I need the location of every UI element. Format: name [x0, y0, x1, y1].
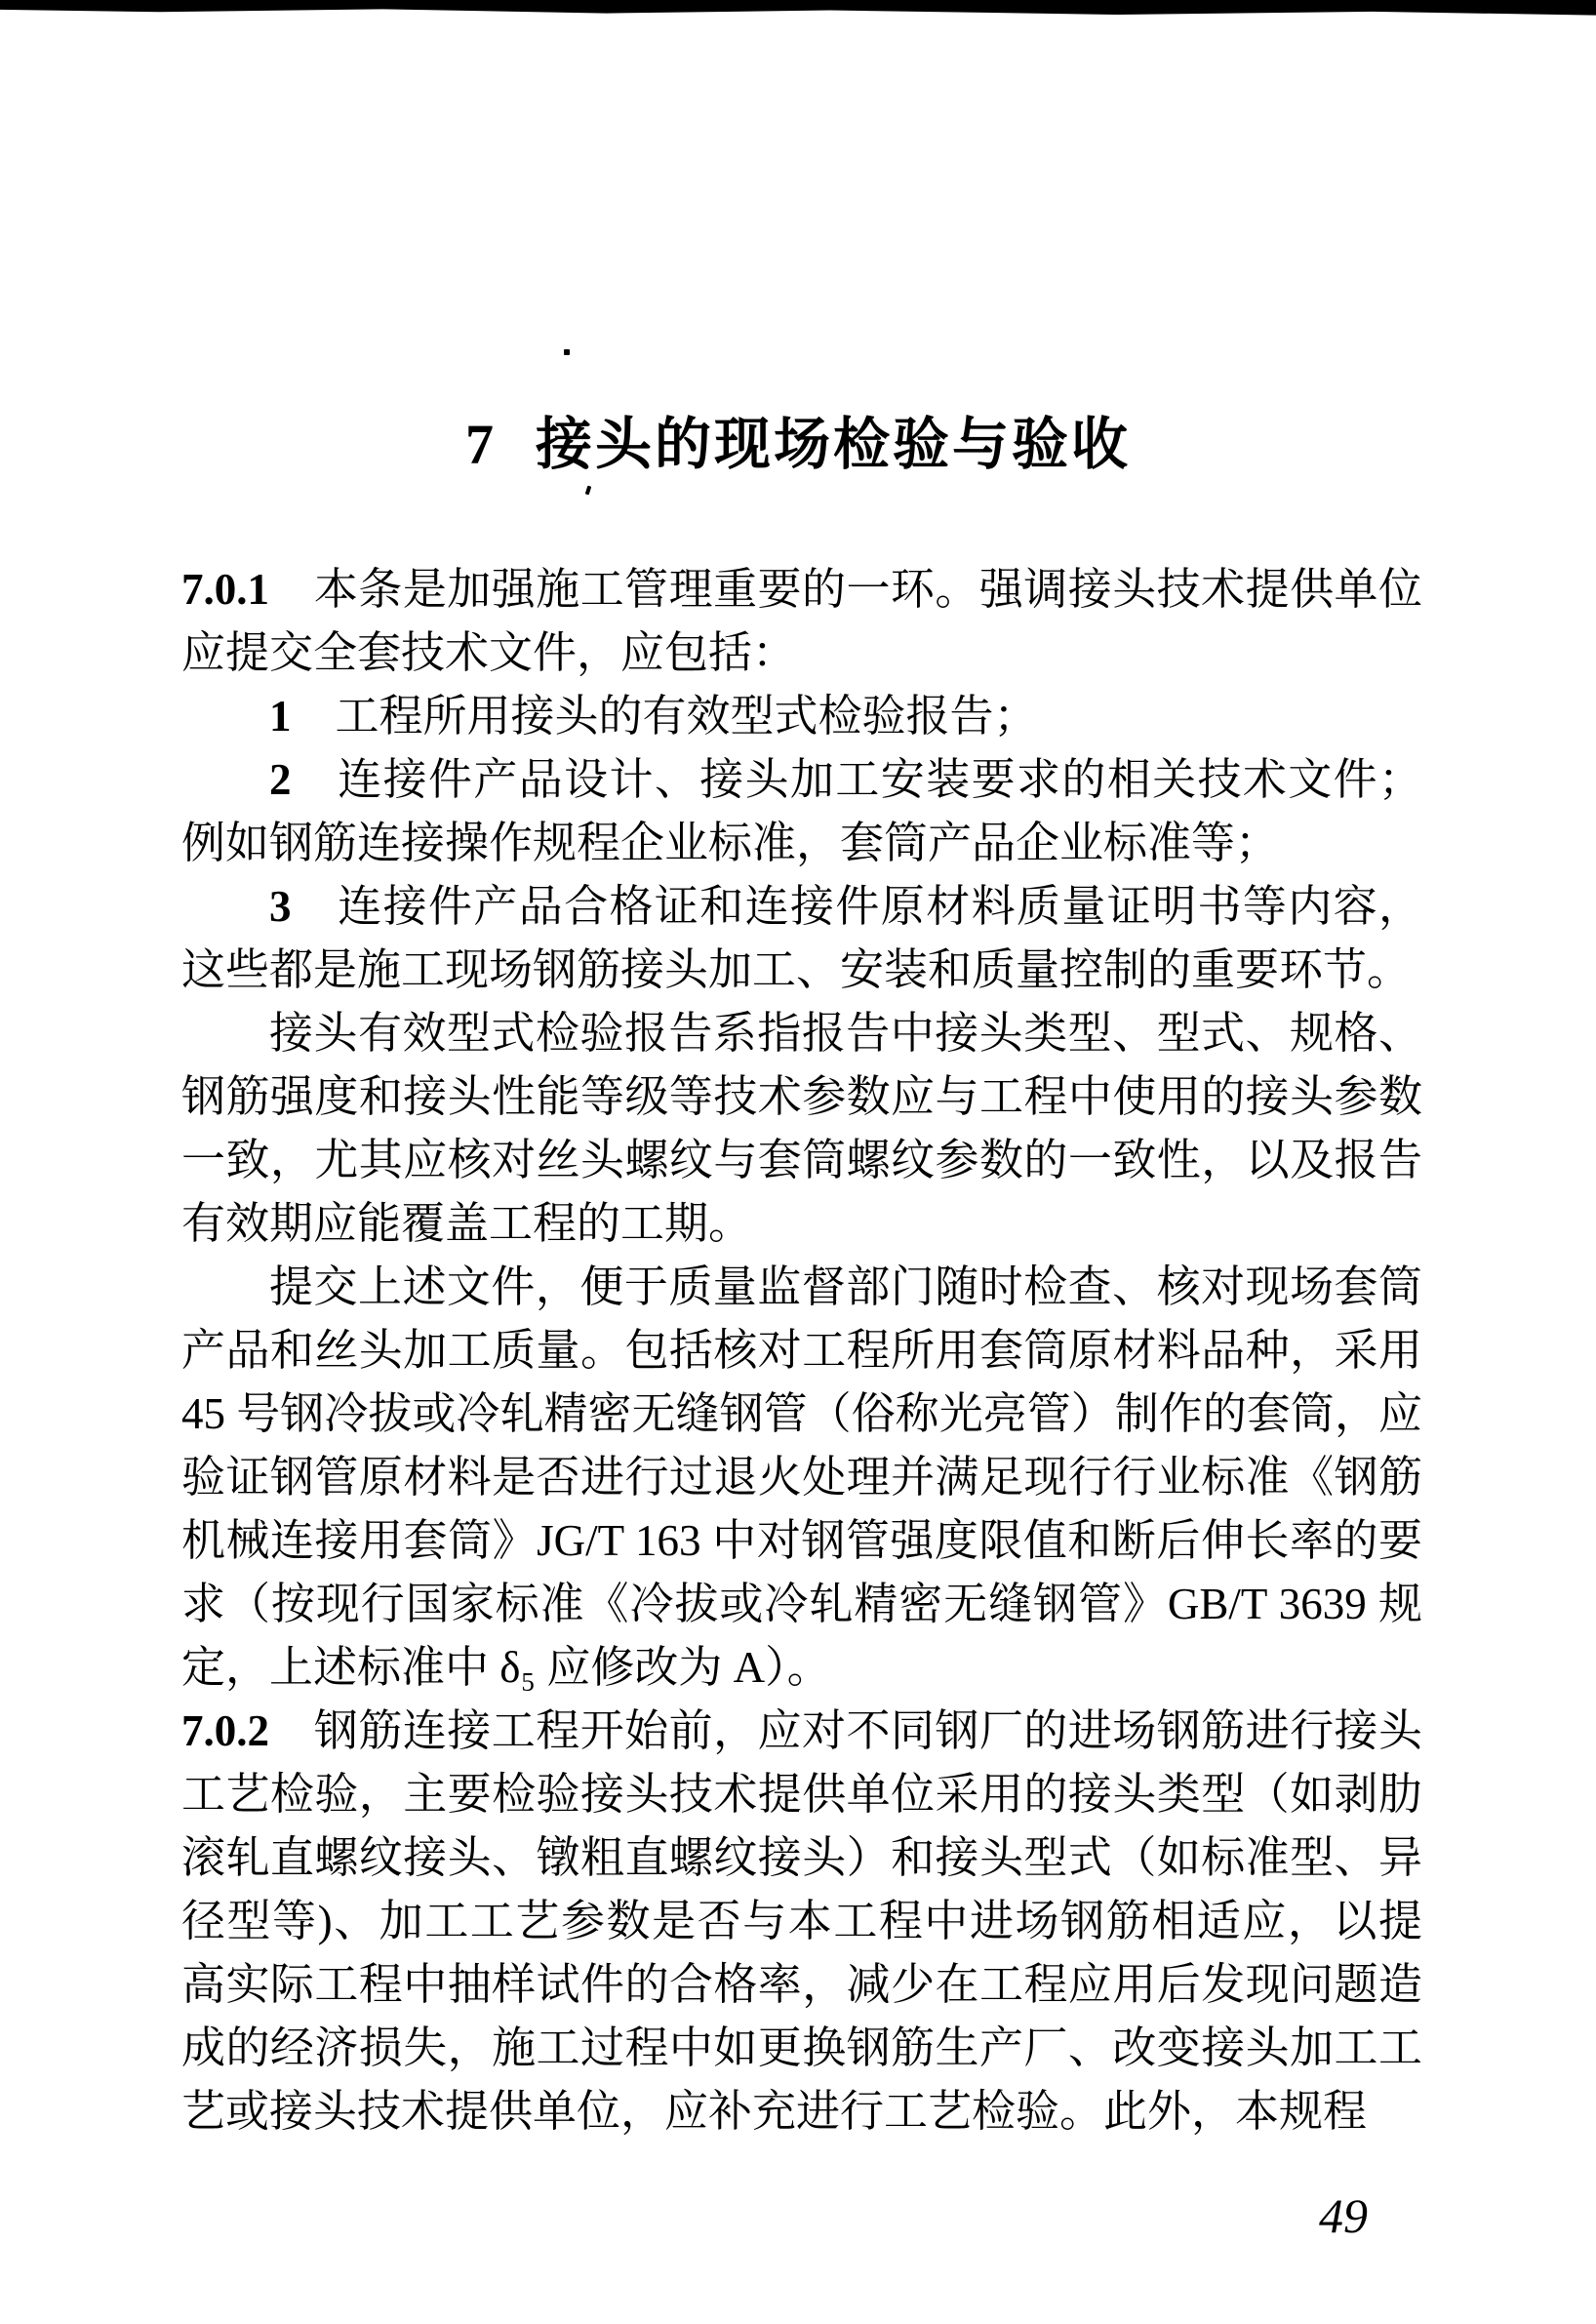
clause-7-0-2 — [181, 1700, 1422, 2144]
scan-speck — [564, 349, 570, 355]
paragraph-text: 接头有效型式检验报告系指报告中接头类型、型式、规格、钢筋强度和接头性能等级等技术参数应与工程中使用的接头参数一致，尤其应核对丝头螺纹与套筒螺纹参数的一致性，以及报告有效期应能覆盖工程的工期。 — [181, 1009, 1422, 1248]
page-number: 49 — [1319, 2188, 1368, 2243]
list-item-text: 连接件产品合格证和连接件原材料质量证明书等内容，这些都是施工现场钢筋接头加工、安装和质量控制的重要环节。 — [181, 882, 1422, 994]
chapter-title — [0, 398, 1596, 480]
chapter-number: 7 — [464, 413, 497, 476]
clause-text: 本条是加强施工管理重要的一环。强调接头技术提供单位应提交全套技术文件，应包括： — [181, 565, 1422, 677]
paragraph-type-test-report — [181, 1002, 1422, 1256]
body-text — [181, 558, 1422, 2144]
paragraph-text: 提交上述文件，便于质量监督部门随时检查、核对现场套筒产品和丝头加工质量。包括核对工程所用套筒原材料品种，采用 45 号钢冷拔或冷轧精密无缝钢管（俗称光亮管）制作的套筒，应验证钢管原材料是否进行过退火处理并满足现行行业标准《钢筋机械连接用套筒》JG/T 163 中对钢管强度限值和断后伸长率的要求（按现行国家标准《冷拔或冷轧精密无缝钢管》GB/T 3639 规定，上述标准中 δ₅ 应修改为 A）。 — [181, 1262, 1422, 1692]
list-item-2 — [181, 748, 1422, 875]
scan-speck — [585, 486, 592, 496]
list-item-3 — [181, 875, 1422, 1002]
scan-edge-artifact — [0, 0, 1596, 17]
clause-7-0-1 — [181, 558, 1422, 685]
chapter-title-text: 接头的现场检验与验收 — [535, 413, 1131, 476]
clause-number: 7.0.1 — [181, 565, 269, 614]
paragraph-document-submission — [181, 1256, 1422, 1700]
clause-text: 钢筋连接工程开始前，应对不同钢厂的进场钢筋进行接头工艺检验，主要检验接头技术提供单位采用的接头类型（如剥肋滚轧直螺纹接头、镦粗直螺纹接头）和接头型式（如标准型、异径型等)、加工工艺参数是否与本工程中进场钢筋相适应，以提高实际工程中抽样试件的合格率，减少在工程应用后发现问题造成的经济损失，施工过程中如更换钢筋生产厂、改变接头加工工艺或接头技术提供单位，应补充进行工艺检验。此外，本规程 — [181, 1706, 1422, 2136]
list-item-number: 2 — [269, 755, 292, 804]
list-item-number: 1 — [269, 692, 292, 741]
clause-number: 7.0.2 — [181, 1706, 269, 1755]
list-item-text: 工程所用接头的有效型式检验报告； — [291, 692, 1038, 741]
list-item-1 — [181, 685, 1422, 748]
list-item-text: 连接件产品设计、接头加工安装要求的相关技术文件；例如钢筋连接操作规程企业标准，套筒产品企业标准等； — [181, 755, 1422, 867]
list-item-number: 3 — [269, 882, 292, 931]
